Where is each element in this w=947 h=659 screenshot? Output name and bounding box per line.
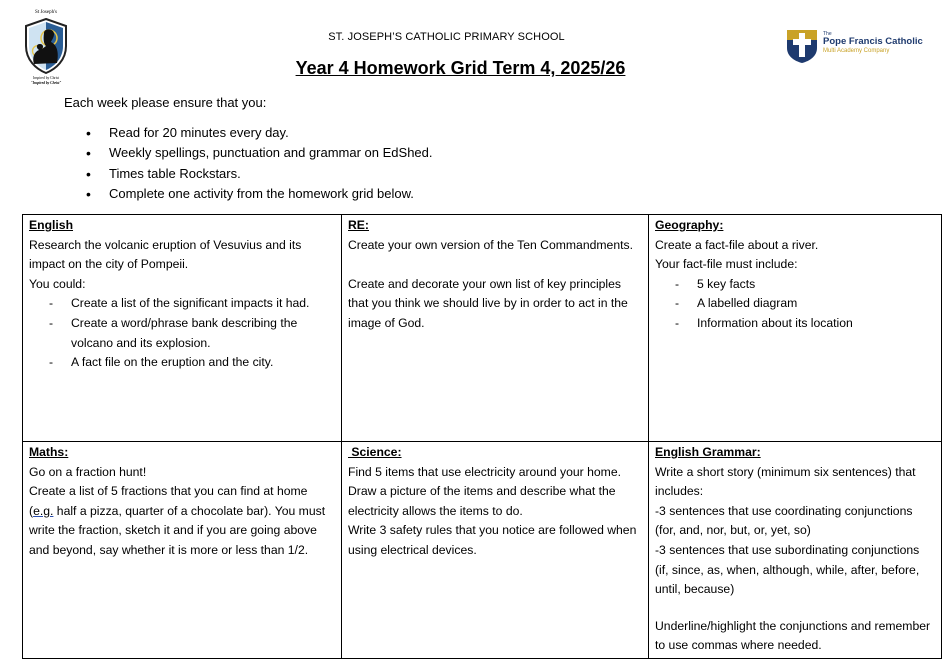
- cell-heading: English: [29, 218, 74, 232]
- eg-abbreviation: e.g.: [33, 503, 54, 518]
- cell-text: Research the volcanic eruption of Vesuvius and its impact on the city of Pompeii.: [29, 237, 302, 272]
- cell-text: Create and decorate your own list of key principles that you think we should live by in order to act in the image of God.: [348, 276, 628, 330]
- cell-text-part: half a pizza, quarter of a chocolate bar). You must write the fraction, sketch it and if you are going above and beyond, say whether it is more or less than 1/2.: [29, 503, 326, 557]
- cell-text: Underline/highlight the conjunctions and remember to use commas where needed.: [655, 618, 931, 653]
- cell-text: Write a short story (minimum six sentences) that includes:: [655, 464, 916, 499]
- logo-caption-top: St Joseph's: [35, 10, 57, 15]
- task-item: - Information about its location: [697, 314, 935, 334]
- intro-lead: Each week please ensure that you:: [64, 95, 267, 110]
- cell-maths: [23, 442, 342, 659]
- cell-text: -3 sentences that use subordinating conjunctions (if, since, as, when, although, while, after, before, until, because): [655, 542, 920, 597]
- cell-text: -3 sentences that use coordinating conjunctions (for, and, nor, but, or, yet, so): [655, 503, 913, 538]
- cell-science: [342, 442, 649, 659]
- cell-english: [23, 215, 342, 442]
- task-item: - A labelled diagram: [697, 294, 935, 314]
- weekly-task-item: • Complete one activity from the homework grid below.: [86, 185, 433, 205]
- logo-motto-line-1: Inspired by Christ: [33, 76, 59, 80]
- task-item: - 5 key facts: [697, 275, 935, 295]
- cell-geography: [649, 215, 942, 442]
- cell-text: Go on a fraction hunt!: [29, 464, 147, 479]
- cell-text: [29, 482, 335, 560]
- school-name: ST. JOSEPH’S CATHOLIC PRIMARY SCHOOL: [328, 31, 565, 43]
- task-item: - Create a list of the significant impacts it had.: [71, 294, 335, 314]
- cell-heading: English Grammar:: [655, 445, 761, 459]
- cell-text: Create a fact-file about a river.: [655, 237, 819, 252]
- weekly-task-item: • Read for 20 minutes every day.: [86, 124, 433, 144]
- logo-motto-line-2: "Inspired by Christ": [30, 80, 62, 85]
- cell-text: You could:: [29, 276, 86, 291]
- weekly-task-item: • Weekly spellings, punctuation and grammar on EdShed.: [86, 144, 433, 164]
- cell-heading: Science:: [348, 445, 402, 459]
- homework-grid: [22, 214, 942, 659]
- cell-english-grammar: [649, 442, 942, 659]
- cell-heading: Maths:: [29, 445, 69, 459]
- task-item: - Create a word/phrase bank describing the volcano and its explosion.: [71, 314, 335, 353]
- weekly-tasks-list: [86, 124, 433, 205]
- cell-text: Write 3 safety rules that you notice are followed when using electrical devices.: [348, 523, 637, 557]
- trust-logo-subtitle: Multi Academy Company: [823, 48, 890, 54]
- cell-heading: Geography:: [655, 218, 724, 232]
- trust-logo-name: Pope Francis Catholic: [823, 36, 923, 47]
- task-item: - A fact file on the eruption and the city.: [71, 353, 335, 373]
- cell-text: Create your own version of the Ten Commandments.: [348, 237, 633, 252]
- cell-text: Find 5 items that use electricity around your home.: [348, 464, 621, 479]
- page-title: Year 4 Homework Grid Term 4, 2025/26: [295, 58, 626, 78]
- grid-row: [23, 215, 942, 442]
- weekly-task-item: • Times table Rockstars.: [86, 165, 433, 185]
- cell-text: Your fact-file must include:: [655, 257, 798, 272]
- trust-logo-the: The: [823, 31, 832, 37]
- cell-text-part: Create a list of 5 fractions that you can find at home (: [29, 484, 308, 518]
- grid-row: [23, 442, 942, 659]
- cell-heading: RE:: [348, 218, 369, 232]
- cell-re: [342, 215, 649, 442]
- task-list: [29, 294, 335, 372]
- task-list: [655, 275, 935, 334]
- cell-text: Draw a picture of the items and describe what the electricity allows the items to do.: [348, 484, 616, 518]
